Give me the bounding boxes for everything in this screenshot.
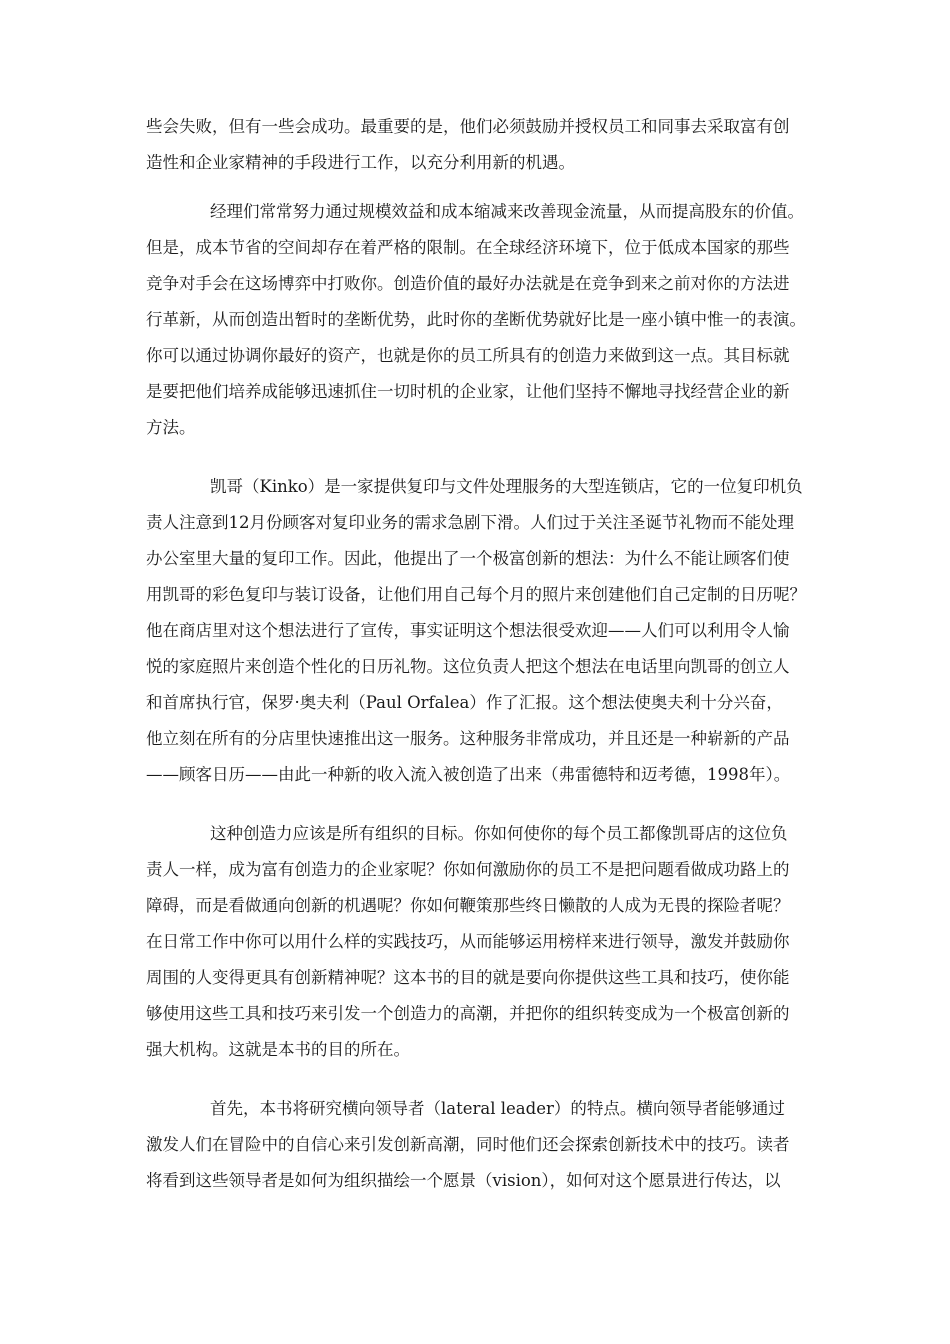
text-line: 他立刻在所有的分店里快速推出这一服务。这种服务非常成功，并且还是一种崭新的产品 [146, 729, 790, 748]
text-line: 责人一样，成为富有创造力的企业家呢？你如何激励你的员工不是把问题看做成功路上的 [146, 860, 790, 879]
text-line: 你可以通过协调你最好的资产，也就是你的员工所具有的创造力来做到这一点。其目标就 [146, 346, 790, 365]
text-line: 在日常工作中你可以用什么样的实践技巧，从而能够运用榜样来进行领导，激发并鼓励你 [146, 932, 790, 951]
text-line: 竞争对手会在这场博弈中打败你。创造价值的最好办法就是在竞争到来之前对你的方法进 [146, 274, 790, 293]
text-line: 首先，本书将研究横向领导者（lateral leader）的特点。横向领导者能够通过 [210, 1099, 785, 1118]
text-line: 激发人们在冒险中的自信心来引发创新高潮，同时他们还会探索创新技术中的技巧。读者 [146, 1135, 790, 1154]
text-line: 这种创造力应该是所有组织的目标。你如何使你的每个员工都像凯哥店的这位负 [210, 824, 788, 843]
text-line: 悦的家庭照片来创造个性化的日历礼物。这位负责人把这个想法在电话里向凯哥的创立人 [146, 657, 790, 676]
text-line: 方法。 [146, 418, 196, 437]
text-line: ——顾客日历——由此一种新的收入流入被创造了出来（弗雷德特和迈考德，1998年）。 [146, 765, 791, 784]
text-line: 但是，成本节省的空间却存在着严格的限制。在全球经济环境下，位于低成本国家的那些 [146, 238, 790, 257]
text-line: 办公室里大量的复印工作。因此，他提出了一个极富创新的想法：为什么不能让顾客们使 [146, 549, 790, 568]
text-line: 将看到这些领导者是如何为组织描绘一个愿景（vision），如何对这个愿景进行传达，以 [146, 1171, 781, 1190]
text-line: 行革新，从而创造出暂时的垄断优势，此时你的垄断优势就好比是一座小镇中惟一的表演。 [146, 310, 806, 329]
text-line: 障碍，而是看做通向创新的机遇呢？你如何鞭策那些终日懒散的人成为无畏的探险者呢？ [146, 896, 790, 915]
text-line: 和首席执行官，保罗·奥夫利（Paul Orfalea）作了汇报。这个想法使奥夫利十分兴奋， [146, 693, 783, 712]
text-line: 造性和企业家精神的手段进行工作，以充分利用新的机遇。 [146, 153, 575, 172]
text-line: 周围的人变得更具有创新精神呢？这本书的目的就是要向你提供这些工具和技巧，使你能 [146, 968, 790, 987]
text-line: 些会失败，但有一些会成功。最重要的是，他们必须鼓励并授权员工和同事去采取富有创 [146, 117, 790, 136]
text-line: 强大机构。这就是本书的目的所在。 [146, 1040, 410, 1059]
text-line: 是要把他们培养成能够迅速抓住一切时机的企业家，让他们坚持不懈地寻找经营企业的新 [146, 382, 790, 401]
text-line: 经理们常常努力通过规模效益和成本缩减来改善现金流量，从而提高股东的价值。 [210, 202, 804, 221]
text-line: 用凯哥的彩色复印与装订设备，让他们用自己每个月的照片来创建他们自己定制的日历呢？ [146, 585, 806, 604]
text-line: 凯哥（Kinko）是一家提供复印与文件处理服务的大型连锁店，它的一位复印机负 [210, 477, 803, 496]
text-line: 他在商店里对这个想法进行了宣传，事实证明这个想法很受欢迎——人们可以利用令人愉 [146, 621, 790, 640]
text-line: 责人注意到12月份顾客对复印业务的需求急剧下滑。人们过于关注圣诞节礼物而不能处理 [146, 513, 794, 532]
text-line: 够使用这些工具和技巧来引发一个创造力的高潮，并把你的组织转变成为一个极富创新的 [146, 1004, 790, 1023]
